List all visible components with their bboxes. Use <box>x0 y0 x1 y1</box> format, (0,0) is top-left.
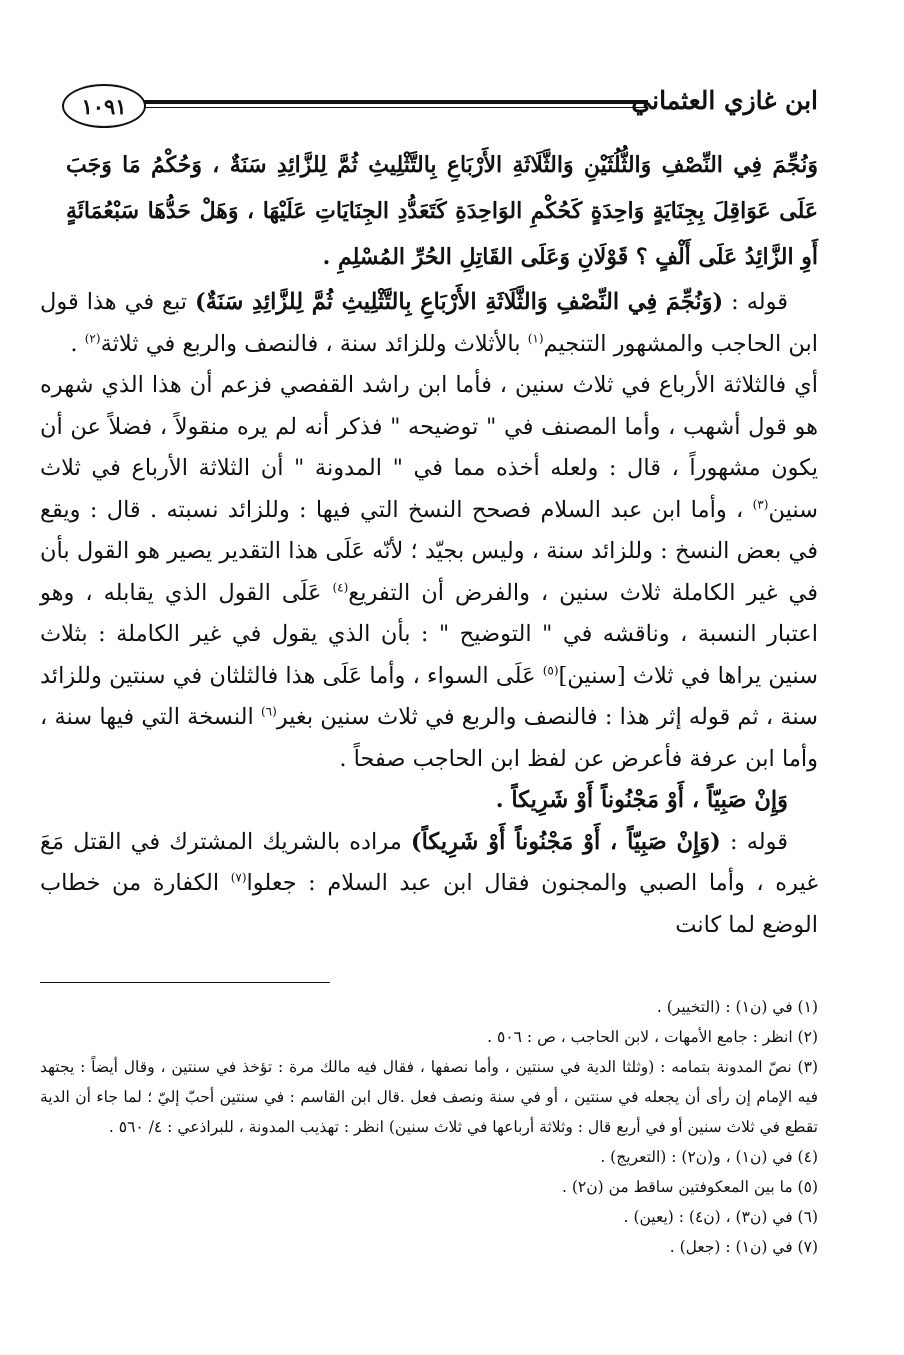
footnote-5: (٥) ما بين المعكوفتين ساقط من (ن٢) . <box>561 1178 818 1196</box>
footnote-2: (٢) انظر : جامع الأمهات ، لابن الحاجب ، ص : ٥٠٦ . <box>487 1028 818 1046</box>
commentary-text: عَلَى القول الذي يقابله ، وهو اعتبار النسبة ، وناقشه في " التوضيح " : بأن الذي يقول في غير الكاملة : بثلاث سنين يراها في ثلاث [سنين] <box>40 579 818 689</box>
page-number: ١٠٩١ <box>62 84 146 128</box>
footnote-ref-4[interactable]: (٤) <box>332 580 349 594</box>
page-header <box>62 78 818 134</box>
commentary-paragraph-2 <box>40 365 818 780</box>
commentary-text: تبع في هذا قول ابن الحاجب والمشهور التنجيم <box>40 289 818 357</box>
commentary-text: عَلَى السواء ، وأما عَلَى هذا فالثلثان في سنتين وللزائد سنة ، ثم قوله إثر هذا : فالنصف والربع في ثلاث سنين بغير <box>40 662 818 730</box>
footnote-ref-2[interactable]: (٢) <box>84 331 101 345</box>
matn-text: وَنُجِّمَ فِي النِّصْفِ وَالثُّلُثَيْنِ وَالثَّلَاثَةِ الأَرْبَاعِ بِالتَّثْلِيثِ ثُمَّ لِلزَّائِدِ سَنَةٌ ، وَحُكْمُ مَا وَجَبَ عَلَى عَوَاقِلَ بِجِنَايَةٍ وَاحِدَةٍ كَحُكْمِ الوَاحِدَةِ كَتَعَدُّدِ الجِنَايَاتِ عَلَيْهَا ، وَهَلْ حَدُّهَا سَبْعُمَائَةٍ أَوِ الزَّائِدُ عَلَى أَلْفٍ ؟ قَوْلَانِ وَعَلَى القَاتِلِ الحُرِّ المُسْلِمِ . <box>66 152 818 270</box>
commentary <box>40 282 818 946</box>
footnote-7: (٧) في (ن١) : (جعل) . <box>669 1238 818 1256</box>
footnote-ref-3[interactable]: (٣) <box>752 497 769 511</box>
quoted-matn: (وَنُجِّمَ فِي النِّصْفِ وَالثَّلَاثَةِ الأَرْبَاعِ بِالتَّثْلِيثِ ثُمَّ لِلزَّائِدِ سَنَةٌ) <box>195 289 724 315</box>
footnote-ref-1[interactable]: (١) <box>527 331 544 345</box>
running-title: ابن غازي العثماني <box>631 86 818 115</box>
commentary-lead: قوله : <box>720 828 788 855</box>
commentary-lead: قوله : <box>723 289 788 315</box>
footnotes <box>40 992 818 1262</box>
footnote-6: (٦) في (ن٣) ، (ن٤) : (يعين) . <box>623 1208 818 1226</box>
header-rule <box>144 100 648 108</box>
footnote-ref-7[interactable]: (٧) <box>230 870 247 885</box>
commentary-text: أي فالثلاثة الأرباع في ثلاث سنين ، فأما ابن راشد القفصي فزعم أن هذا الذي شهره هو قول أشهب ، وأما المصنف في " توضيحه " فذكر أنه لم يره منقولاً ، فضلاً عن أن يكون مشهوراً ، قال : ولعله أخذه مما في " المدونة " أن الثلاثة الأرباع في ثلاث سنين <box>40 372 818 523</box>
commentary-paragraph-1 <box>40 282 818 365</box>
footnote-ref-6[interactable]: (٦) <box>260 704 277 719</box>
footnote-ref-5[interactable]: (٥) <box>542 663 559 677</box>
footnote-4: (٤) في (ن١) ، و(ن٢) : (التعريج) . <box>600 1148 818 1166</box>
commentary-text: بالأثلاث وللزائد سنة ، فالنصف والربع في ثلاثة <box>100 330 528 357</box>
commentary-text: . <box>70 330 85 357</box>
commentary-text: الكفارة من خطاب الوضع لما كانت <box>40 870 818 938</box>
commentary-text: النسخة التي فيها سنة ، وأما ابن عرفة فأعرض عن لفظ ابن الحاجب صفحاً . <box>40 704 818 772</box>
commentary-text: ، وأما ابن عبد السلام فصحح النسخ التي فيها : وللزائد نسبته . قال : ويقع في بعض النسخ : وللزائد سنة ، وليس بجيّد ؛ لأنّه عَلَى هذا التقدير يصير هو القول بأن في غير الكاملة ثلاث سنين ، والفرض أن التفريع <box>40 496 819 606</box>
quoted-matn: (وَإِنْ صَبِيّاً ، أَوْ مَجْنُوناً أَوْ شَرِيكاً) <box>410 828 721 855</box>
commentary-paragraph-3 <box>40 822 818 947</box>
footnote-separator <box>40 982 330 983</box>
matn-inline: وَإِنْ صَبِيّاً ، أَوْ مَجْنُوناً أَوْ شَرِيكاً . <box>495 787 788 813</box>
footnote-1: (١) في (ن١) : (التخيير) . <box>656 998 818 1016</box>
footnote-3: (٣) نصّ المدونة بتمامه : (وثلثا الدية في سنتين ، وأما نصفها ، فقال فيه مالك مرة : تؤخذ في سنتين ، وقال أيضاً : يجتهد فيه الإمام إن رأى أن يجعله في سنتين ، أو في سنة ونصف فعل .قال ابن القاسم : في سنتين أحبّ إليّ ؛ لما جاء أن الدية تقطع في ثلاث سنين أو في أربع قال : وثلاثة أرباعها في ثلاث سنين) انظر : تهذيب المدونة ، للبراذعي : ٤/ ٥٦٠ . <box>40 1058 818 1136</box>
commentary-text: مراده بالشريك المشترك في القتل مَعَ غيره ، وأما الصبي والمجنون فقال ابن عبد السلام : جعلوا <box>40 828 818 896</box>
